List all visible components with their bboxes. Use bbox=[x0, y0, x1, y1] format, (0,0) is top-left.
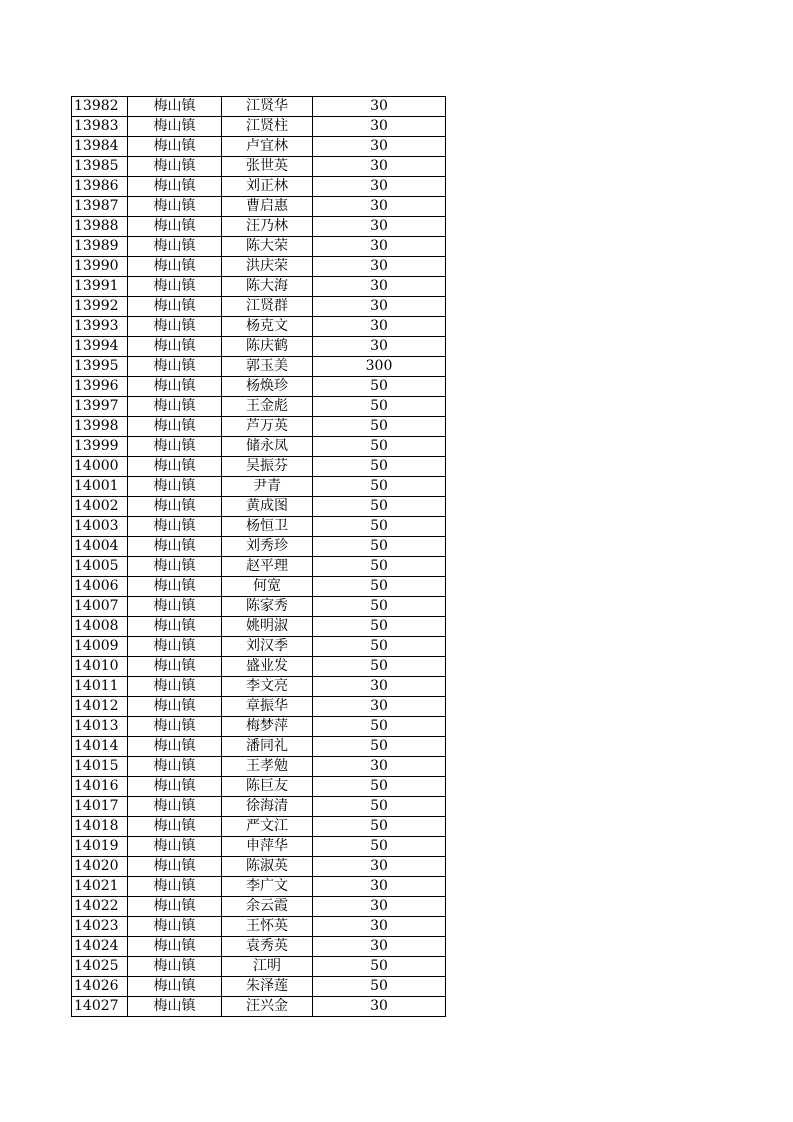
cell-id: 14010 bbox=[72, 657, 128, 677]
cell-id: 13995 bbox=[72, 357, 128, 377]
cell-name: 洪庆荣 bbox=[222, 257, 313, 277]
cell-name: 刘秀珍 bbox=[222, 537, 313, 557]
cell-name: 杨恒卫 bbox=[222, 517, 313, 537]
table-row bbox=[72, 337, 446, 357]
cell-id: 14000 bbox=[72, 457, 128, 477]
cell-town: 梅山镇 bbox=[128, 737, 222, 757]
cell-amount: 50 bbox=[313, 377, 446, 397]
cell-amount: 30 bbox=[313, 177, 446, 197]
table-row bbox=[72, 857, 446, 877]
cell-town: 梅山镇 bbox=[128, 177, 222, 197]
table-row bbox=[72, 917, 446, 937]
cell-name: 杨克文 bbox=[222, 317, 313, 337]
cell-id: 14003 bbox=[72, 517, 128, 537]
cell-amount: 30 bbox=[313, 257, 446, 277]
cell-town: 梅山镇 bbox=[128, 657, 222, 677]
table-row bbox=[72, 297, 446, 317]
cell-town: 梅山镇 bbox=[128, 517, 222, 537]
cell-amount: 50 bbox=[313, 637, 446, 657]
cell-town: 梅山镇 bbox=[128, 377, 222, 397]
table-row bbox=[72, 717, 446, 737]
cell-town: 梅山镇 bbox=[128, 477, 222, 497]
cell-id: 13982 bbox=[72, 97, 128, 117]
cell-town: 梅山镇 bbox=[128, 977, 222, 997]
cell-amount: 50 bbox=[313, 817, 446, 837]
cell-id: 13987 bbox=[72, 197, 128, 217]
cell-name: 严文江 bbox=[222, 817, 313, 837]
cell-name: 王金彪 bbox=[222, 397, 313, 417]
cell-id: 13991 bbox=[72, 277, 128, 297]
cell-name: 江贤柱 bbox=[222, 117, 313, 137]
cell-amount: 30 bbox=[313, 97, 446, 117]
cell-town: 梅山镇 bbox=[128, 917, 222, 937]
cell-amount: 50 bbox=[313, 557, 446, 577]
cell-amount: 50 bbox=[313, 737, 446, 757]
cell-amount: 50 bbox=[313, 537, 446, 557]
table-row bbox=[72, 397, 446, 417]
cell-town: 梅山镇 bbox=[128, 437, 222, 457]
cell-name: 梅梦萍 bbox=[222, 717, 313, 737]
cell-name: 潘同礼 bbox=[222, 737, 313, 757]
cell-name: 吴振芬 bbox=[222, 457, 313, 477]
cell-name: 陈巨友 bbox=[222, 777, 313, 797]
cell-id: 14018 bbox=[72, 817, 128, 837]
cell-amount: 30 bbox=[313, 757, 446, 777]
cell-amount: 30 bbox=[313, 117, 446, 137]
cell-amount: 50 bbox=[313, 517, 446, 537]
table-row bbox=[72, 437, 446, 457]
table-row bbox=[72, 497, 446, 517]
cell-id: 13989 bbox=[72, 237, 128, 257]
cell-amount: 30 bbox=[313, 317, 446, 337]
cell-id: 13996 bbox=[72, 377, 128, 397]
table-row bbox=[72, 517, 446, 537]
cell-id: 14022 bbox=[72, 897, 128, 917]
table-row bbox=[72, 597, 446, 617]
cell-amount: 50 bbox=[313, 797, 446, 817]
cell-id: 14014 bbox=[72, 737, 128, 757]
cell-amount: 50 bbox=[313, 597, 446, 617]
cell-name: 江明 bbox=[222, 957, 313, 977]
cell-amount: 30 bbox=[313, 857, 446, 877]
cell-id: 14025 bbox=[72, 957, 128, 977]
cell-id: 13990 bbox=[72, 257, 128, 277]
table-row bbox=[72, 697, 446, 717]
cell-id: 13983 bbox=[72, 117, 128, 137]
cell-town: 梅山镇 bbox=[128, 297, 222, 317]
cell-name: 王孝勉 bbox=[222, 757, 313, 777]
cell-name: 芦万英 bbox=[222, 417, 313, 437]
table-row bbox=[72, 977, 446, 997]
table-row bbox=[72, 657, 446, 677]
cell-amount: 30 bbox=[313, 237, 446, 257]
cell-amount: 30 bbox=[313, 997, 446, 1017]
cell-name: 杨焕珍 bbox=[222, 377, 313, 397]
cell-id: 13999 bbox=[72, 437, 128, 457]
cell-id: 14006 bbox=[72, 577, 128, 597]
cell-id: 14016 bbox=[72, 777, 128, 797]
cell-name: 赵平理 bbox=[222, 557, 313, 577]
cell-amount: 50 bbox=[313, 837, 446, 857]
table-row bbox=[72, 737, 446, 757]
cell-town: 梅山镇 bbox=[128, 817, 222, 837]
cell-name: 陈大荣 bbox=[222, 237, 313, 257]
table-row bbox=[72, 957, 446, 977]
table-row bbox=[72, 237, 446, 257]
table-row bbox=[72, 137, 446, 157]
cell-id: 13992 bbox=[72, 297, 128, 317]
cell-name: 袁秀英 bbox=[222, 937, 313, 957]
cell-town: 梅山镇 bbox=[128, 957, 222, 977]
cell-town: 梅山镇 bbox=[128, 677, 222, 697]
cell-name: 李广文 bbox=[222, 877, 313, 897]
table-row bbox=[72, 937, 446, 957]
cell-amount: 30 bbox=[313, 137, 446, 157]
table-row bbox=[72, 457, 446, 477]
cell-town: 梅山镇 bbox=[128, 337, 222, 357]
table-row bbox=[72, 817, 446, 837]
table-body bbox=[72, 97, 446, 1017]
cell-amount: 30 bbox=[313, 297, 446, 317]
cell-town: 梅山镇 bbox=[128, 217, 222, 237]
cell-amount: 50 bbox=[313, 577, 446, 597]
cell-id: 14005 bbox=[72, 557, 128, 577]
cell-town: 梅山镇 bbox=[128, 357, 222, 377]
cell-id: 14015 bbox=[72, 757, 128, 777]
table-row bbox=[72, 837, 446, 857]
cell-amount: 50 bbox=[313, 977, 446, 997]
table-row bbox=[72, 637, 446, 657]
cell-id: 14024 bbox=[72, 937, 128, 957]
cell-name: 黄成图 bbox=[222, 497, 313, 517]
cell-id: 14020 bbox=[72, 857, 128, 877]
cell-id: 14027 bbox=[72, 997, 128, 1017]
cell-amount: 50 bbox=[313, 657, 446, 677]
cell-name: 姚明淑 bbox=[222, 617, 313, 637]
cell-name: 江贤华 bbox=[222, 97, 313, 117]
cell-name: 王怀英 bbox=[222, 917, 313, 937]
table-row bbox=[72, 557, 446, 577]
cell-amount: 50 bbox=[313, 477, 446, 497]
cell-name: 朱泽莲 bbox=[222, 977, 313, 997]
cell-town: 梅山镇 bbox=[128, 717, 222, 737]
cell-name: 盛业发 bbox=[222, 657, 313, 677]
table-row bbox=[72, 877, 446, 897]
cell-town: 梅山镇 bbox=[128, 617, 222, 637]
cell-id: 14002 bbox=[72, 497, 128, 517]
data-table-container bbox=[71, 96, 446, 1017]
cell-town: 梅山镇 bbox=[128, 457, 222, 477]
cell-id: 14026 bbox=[72, 977, 128, 997]
cell-town: 梅山镇 bbox=[128, 697, 222, 717]
cell-amount: 50 bbox=[313, 717, 446, 737]
cell-town: 梅山镇 bbox=[128, 577, 222, 597]
cell-amount: 50 bbox=[313, 777, 446, 797]
table-row bbox=[72, 357, 446, 377]
cell-amount: 50 bbox=[313, 457, 446, 477]
cell-id: 14023 bbox=[72, 917, 128, 937]
table-row bbox=[72, 797, 446, 817]
cell-id: 14007 bbox=[72, 597, 128, 617]
table-row bbox=[72, 197, 446, 217]
table-row bbox=[72, 417, 446, 437]
cell-name: 尹青 bbox=[222, 477, 313, 497]
table-row bbox=[72, 757, 446, 777]
cell-id: 13985 bbox=[72, 157, 128, 177]
cell-name: 何宽 bbox=[222, 577, 313, 597]
cell-id: 14008 bbox=[72, 617, 128, 637]
cell-amount: 50 bbox=[313, 617, 446, 637]
cell-town: 梅山镇 bbox=[128, 777, 222, 797]
cell-name: 汪兴金 bbox=[222, 997, 313, 1017]
cell-town: 梅山镇 bbox=[128, 397, 222, 417]
cell-town: 梅山镇 bbox=[128, 497, 222, 517]
cell-id: 14019 bbox=[72, 837, 128, 857]
table-row bbox=[72, 897, 446, 917]
cell-id: 14013 bbox=[72, 717, 128, 737]
cell-amount: 50 bbox=[313, 437, 446, 457]
table-row bbox=[72, 157, 446, 177]
cell-town: 梅山镇 bbox=[128, 897, 222, 917]
cell-name: 郭玉美 bbox=[222, 357, 313, 377]
cell-name: 余云霞 bbox=[222, 897, 313, 917]
cell-amount: 30 bbox=[313, 897, 446, 917]
cell-name: 江贤群 bbox=[222, 297, 313, 317]
cell-town: 梅山镇 bbox=[128, 857, 222, 877]
cell-name: 曹启惠 bbox=[222, 197, 313, 217]
cell-town: 梅山镇 bbox=[128, 537, 222, 557]
cell-name: 张世英 bbox=[222, 157, 313, 177]
cell-name: 陈大海 bbox=[222, 277, 313, 297]
data-table bbox=[71, 96, 446, 1017]
cell-name: 汪乃林 bbox=[222, 217, 313, 237]
cell-amount: 30 bbox=[313, 877, 446, 897]
cell-name: 章振华 bbox=[222, 697, 313, 717]
cell-amount: 30 bbox=[313, 917, 446, 937]
table-row bbox=[72, 257, 446, 277]
cell-id: 14012 bbox=[72, 697, 128, 717]
cell-name: 卢宜林 bbox=[222, 137, 313, 157]
table-row bbox=[72, 777, 446, 797]
cell-name: 李文亮 bbox=[222, 677, 313, 697]
cell-amount: 30 bbox=[313, 937, 446, 957]
table-row bbox=[72, 377, 446, 397]
table-row bbox=[72, 277, 446, 297]
cell-amount: 50 bbox=[313, 397, 446, 417]
cell-id: 13984 bbox=[72, 137, 128, 157]
cell-name: 陈庆鹤 bbox=[222, 337, 313, 357]
cell-town: 梅山镇 bbox=[128, 277, 222, 297]
cell-id: 14004 bbox=[72, 537, 128, 557]
table-row bbox=[72, 117, 446, 137]
cell-town: 梅山镇 bbox=[128, 317, 222, 337]
cell-name: 申萍华 bbox=[222, 837, 313, 857]
table-row bbox=[72, 577, 446, 597]
cell-town: 梅山镇 bbox=[128, 237, 222, 257]
cell-id: 14017 bbox=[72, 797, 128, 817]
cell-town: 梅山镇 bbox=[128, 877, 222, 897]
cell-town: 梅山镇 bbox=[128, 837, 222, 857]
table-row bbox=[72, 997, 446, 1017]
cell-name: 陈家秀 bbox=[222, 597, 313, 617]
cell-id: 14011 bbox=[72, 677, 128, 697]
cell-town: 梅山镇 bbox=[128, 637, 222, 657]
cell-id: 13998 bbox=[72, 417, 128, 437]
cell-amount: 30 bbox=[313, 677, 446, 697]
cell-amount: 30 bbox=[313, 157, 446, 177]
cell-town: 梅山镇 bbox=[128, 117, 222, 137]
cell-town: 梅山镇 bbox=[128, 197, 222, 217]
table-row bbox=[72, 97, 446, 117]
cell-id: 13986 bbox=[72, 177, 128, 197]
table-row bbox=[72, 617, 446, 637]
cell-town: 梅山镇 bbox=[128, 937, 222, 957]
cell-id: 13994 bbox=[72, 337, 128, 357]
cell-town: 梅山镇 bbox=[128, 137, 222, 157]
cell-name: 刘汉季 bbox=[222, 637, 313, 657]
cell-town: 梅山镇 bbox=[128, 97, 222, 117]
cell-id: 13988 bbox=[72, 217, 128, 237]
cell-amount: 30 bbox=[313, 217, 446, 237]
table-row bbox=[72, 177, 446, 197]
cell-name: 刘正林 bbox=[222, 177, 313, 197]
table-row bbox=[72, 477, 446, 497]
cell-id: 14021 bbox=[72, 877, 128, 897]
cell-id: 13997 bbox=[72, 397, 128, 417]
cell-amount: 50 bbox=[313, 417, 446, 437]
cell-town: 梅山镇 bbox=[128, 797, 222, 817]
cell-name: 陈淑英 bbox=[222, 857, 313, 877]
cell-id: 13993 bbox=[72, 317, 128, 337]
cell-town: 梅山镇 bbox=[128, 997, 222, 1017]
cell-name: 储永凤 bbox=[222, 437, 313, 457]
cell-amount: 30 bbox=[313, 277, 446, 297]
cell-amount: 30 bbox=[313, 197, 446, 217]
table-row bbox=[72, 217, 446, 237]
cell-id: 14009 bbox=[72, 637, 128, 657]
cell-town: 梅山镇 bbox=[128, 257, 222, 277]
table-row bbox=[72, 537, 446, 557]
cell-town: 梅山镇 bbox=[128, 597, 222, 617]
cell-town: 梅山镇 bbox=[128, 557, 222, 577]
table-row bbox=[72, 677, 446, 697]
table-row bbox=[72, 317, 446, 337]
cell-town: 梅山镇 bbox=[128, 757, 222, 777]
cell-amount: 50 bbox=[313, 957, 446, 977]
cell-town: 梅山镇 bbox=[128, 157, 222, 177]
cell-amount: 30 bbox=[313, 337, 446, 357]
cell-amount: 50 bbox=[313, 497, 446, 517]
cell-amount: 300 bbox=[313, 357, 446, 377]
cell-amount: 30 bbox=[313, 697, 446, 717]
cell-town: 梅山镇 bbox=[128, 417, 222, 437]
cell-id: 14001 bbox=[72, 477, 128, 497]
cell-name: 徐海清 bbox=[222, 797, 313, 817]
